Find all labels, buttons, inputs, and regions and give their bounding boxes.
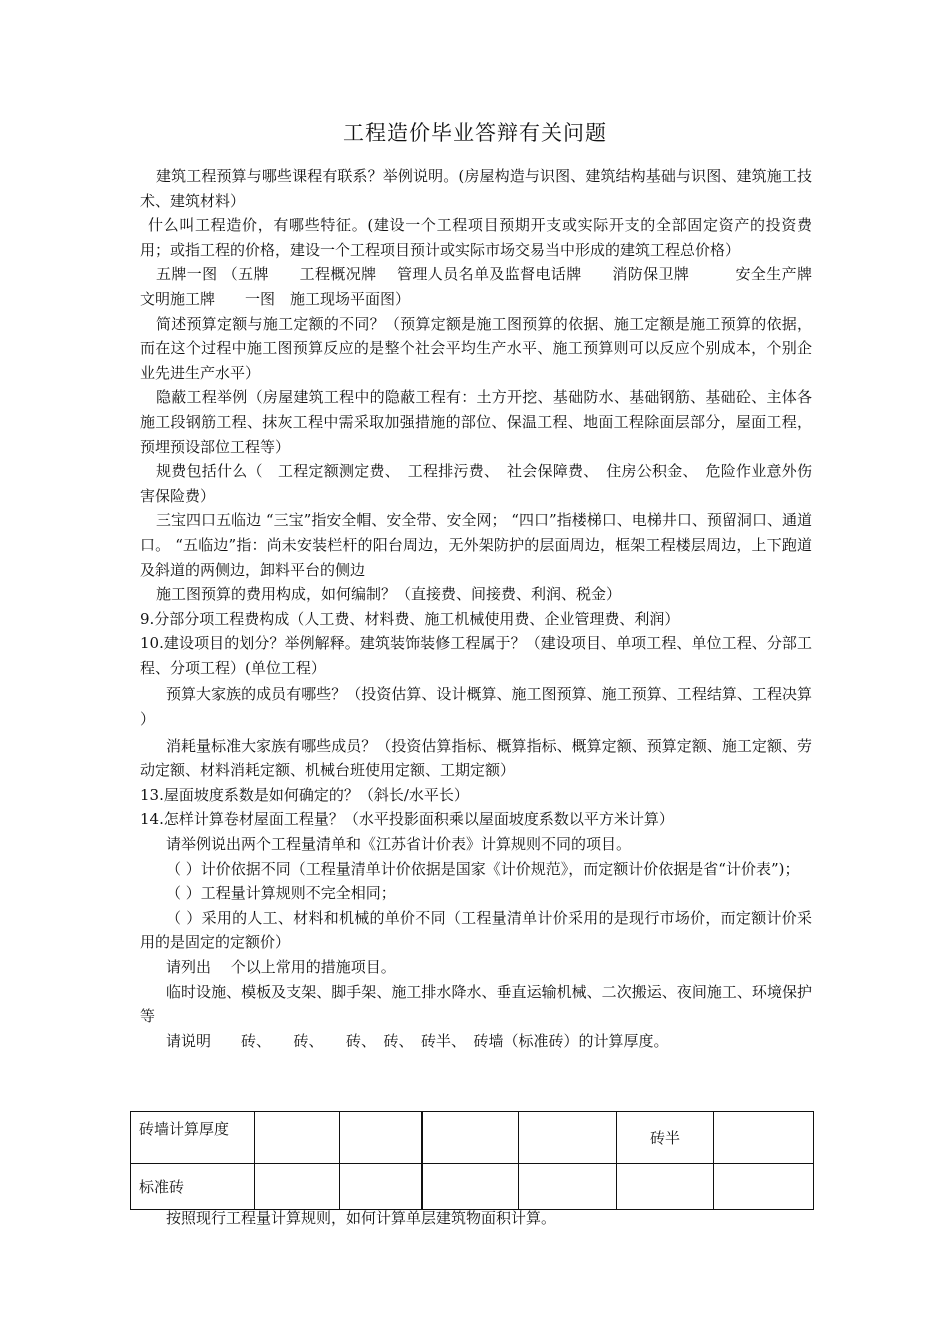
paragraph: 简述预算定额与施工定额的不同？（预算定额是施工图预算的依据、施工定额是施工预算的依据，而在这个过程中施工图预算反应的是整个社会平均生产水平、施工预算则可以反应个别成本，个别企业先进生产水平） [140, 314, 812, 382]
paragraph: 按照现行工程量计算规则，如何计算单层建筑物面积计算。 [166, 1209, 557, 1227]
table-cell [714, 1164, 814, 1210]
table-cell [422, 1112, 519, 1164]
paragraph: （ ）计价依据不同（工程量清单计价依据是国家《计价规范》，而定额计价依据是省“计价表”)； [166, 859, 800, 878]
table-cell: 砖墙计算厚度 [131, 1112, 255, 1164]
paragraph: 规费包括什么（ 工程定额测定费、 工程排污费、 社会保障费、 住房公积金、 危险作业意外伤害保险费） [140, 462, 812, 505]
document-title: 工程造价毕业答辩有关问题 [343, 121, 607, 145]
paragraph: 施工图预算的费用构成，如何编制？（直接费、间接费、利润、税金） [156, 585, 622, 604]
paragraph: 三宝四口五临边 “三宝”指安全帽、安全带、安全网； “四口”指楼梯口、电梯井口、预留洞口、通道口。 “五临边”指：尚未安装栏杆的阳台周边，无外架防护的层面周边，框架工程楼层周边，上下跑道及斜道的两侧边，卸料平台的侧边 [140, 511, 812, 579]
paragraph: （ ）采用的人工、材料和机械的单价不同（工程量清单计价采用的是现行市场价，而定额计价采用的是固定的定额价） [140, 908, 812, 952]
table-cell [255, 1112, 340, 1164]
paragraph: 请举例说出两个工程量清单和《江苏省计价表》计算规则不同的项目。 [166, 835, 632, 854]
table-row [131, 1164, 814, 1210]
table-cell [340, 1112, 422, 1164]
paragraph: 五牌一图 （五牌 工程概况牌 管理人员名单及监督电话牌 消防保卫牌 安全生产牌 文明施工牌 一图 施工现场平面图） [140, 265, 843, 308]
paragraph: 9.分部分项工程费构成（人工费、材料费、施工机械使用费、企业管理费、利润） [140, 609, 680, 628]
paragraph: 隐蔽工程举例（房屋建筑工程中的隐蔽工程有：土方开挖、基础防水、基础钢筋、基础砼、主体各施工段钢筋工程、抹灰工程中需采取加强措施的部位、保温工程、地面工程除面层部分，屋面工程，预埋预设部位工程等） [140, 388, 812, 456]
table-cell [422, 1164, 519, 1210]
table-cell [617, 1164, 714, 1210]
paragraph: 建筑工程预算与哪些课程有联系？举例说明。(房屋构造与识图、建筑结构基础与识图、建筑施工技术、建筑材料） [140, 167, 812, 210]
paragraph: 请说明 砖、 砖、 砖、 砖、 砖半、 砖墙（标准砖）的计算厚度。 [166, 1031, 669, 1050]
paragraph: 消耗量标准大家族有哪些成员？（投资估算指标、概算指标、概算定额、预算定额、施工定额、劳动定额、材料消耗定额、机械台班使用定额、工期定额） [140, 736, 812, 780]
paragraph: 14.怎样计算卷材屋面工程量？（水平投影面积乘以屋面坡度系数以平方米计算） [140, 810, 674, 829]
paragraph: 请列出 个以上常用的措施项目。 [166, 958, 396, 976]
table-cell [255, 1164, 340, 1210]
paragraph: 10.建设项目的划分？举例解释。建筑装饰装修工程属于？（建设项目、单项工程、单位工程、分部工程、分项工程）(单位工程） [140, 634, 812, 677]
paragraph: 临时设施、模板及支架、脚手架、施工排水降水、垂直运输机械、二次搬运、夜间施工、环境保护等 [140, 982, 812, 1026]
table-cell: 标准砖 [131, 1164, 255, 1210]
table-cell [519, 1164, 617, 1210]
table-cell [340, 1164, 422, 1210]
document-body [140, 164, 843, 1053]
table-cell [519, 1112, 617, 1164]
table-row [131, 1112, 814, 1164]
paragraph: （ ）工程量计算规则不完全相同； [166, 884, 396, 903]
table-cell: 砖半 [617, 1112, 714, 1164]
table-cell [714, 1112, 814, 1164]
brick-thickness-table [130, 1111, 814, 1210]
paragraph: 什么叫工程造价，有哪些特征。(建设一个工程项目预期开支或实际开支的全部固定资产的投资费用；或指工程的价格，建设一个工程项目预计或实际市场交易当中形成的建筑工程总价格） [140, 216, 812, 259]
paragraph: 13.屋面坡度系数是如何确定的？（斜长/水平长） [140, 785, 469, 804]
paragraph: 预算大家族的成员有哪些？（投资估算、设计概算、施工图预算、施工预算、工程结算、工程决算 ） [140, 685, 812, 729]
